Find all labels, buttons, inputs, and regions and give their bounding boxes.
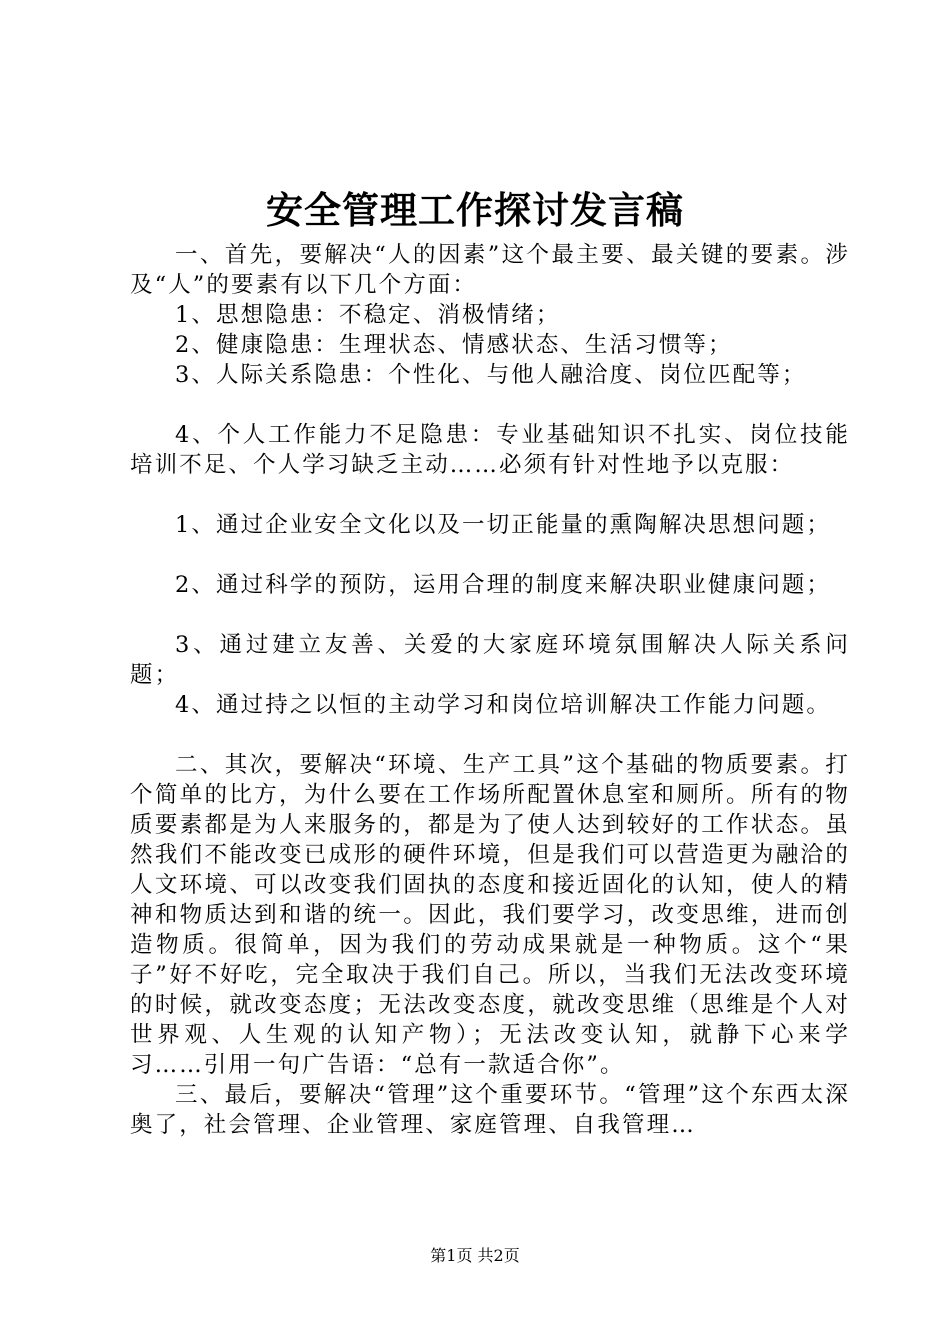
document-title: 安全管理工作探讨发言稿 xyxy=(266,188,684,232)
paragraph-hazard-thought: 1、思想隐患：不稳定、消极情绪； xyxy=(175,302,561,328)
paragraph-solution-health: 2、通过科学的预防，运用合理的制度来解决职业健康问题； xyxy=(175,572,832,598)
paragraph-environment: 二、其次，要解决“环境、生产工具”这个基础的物质要素。打个简单的比方，为什么要在工作场所配置休息室和厕所。所有的物质要素都是为人来服务的，都是为了使人达到较好的工作状态。虽然我们不能改变已成形的硬件环境，但是我们可以营造更为融洽的人文环境、可以改变我们固执的态度和接近固化的认知，使人的精神和物质达到和谐的统一。因此，我们要学习，改变思维，进而创造物质。很简单，因为我们的劳动成果就是一种物质。这个“果子”好不好吃，完全取决于我们自己。所以，当我们无法改变环境的时候，就改变态度；无法改变态度，就改变思维（思维是个人对世界观、人生观的认知产物）；无法改变认知，就静下心来学习……引用一句广告语：“总有一款适合你”。 xyxy=(130,752,850,1078)
paragraph-hazard-relations: 3、人际关系隐患：个性化、与他人融洽度、岗位匹配等； xyxy=(175,362,807,388)
paragraph-hazard-ability: 4、个人工作能力不足隐患：专业基础知识不扎实、岗位技能培训不足、个人学习缺乏主动……必须有针对性地予以克服： xyxy=(130,422,850,478)
paragraph-solution-relations: 3、通过建立友善、关爱的大家庭环境氛围解决人际关系问题； xyxy=(130,632,850,688)
page-number-footer: 第1页 共2页 xyxy=(430,1246,520,1265)
paragraph-solution-thought: 1、通过企业安全文化以及一切正能量的熏陶解决思想问题； xyxy=(175,512,832,538)
document-body xyxy=(130,240,850,1140)
paragraph-management: 三、最后，要解决“管理”这个重要环节。“管理”这个东西太深奥了，社会管理、企业管理、家庭管理、自我管理… xyxy=(130,1082,850,1138)
paragraph-intro-people: 一、首先，要解决“人的因素”这个最主要、最关键的要素。涉及“人”的要素有以下几个方面： xyxy=(130,242,850,298)
paragraph-hazard-health: 2、健康隐患：生理状态、情感状态、生活习惯等； xyxy=(175,332,733,358)
paragraph-solution-ability: 4、通过持之以恒的主动学习和岗位培训解决工作能力问题。 xyxy=(175,692,832,718)
